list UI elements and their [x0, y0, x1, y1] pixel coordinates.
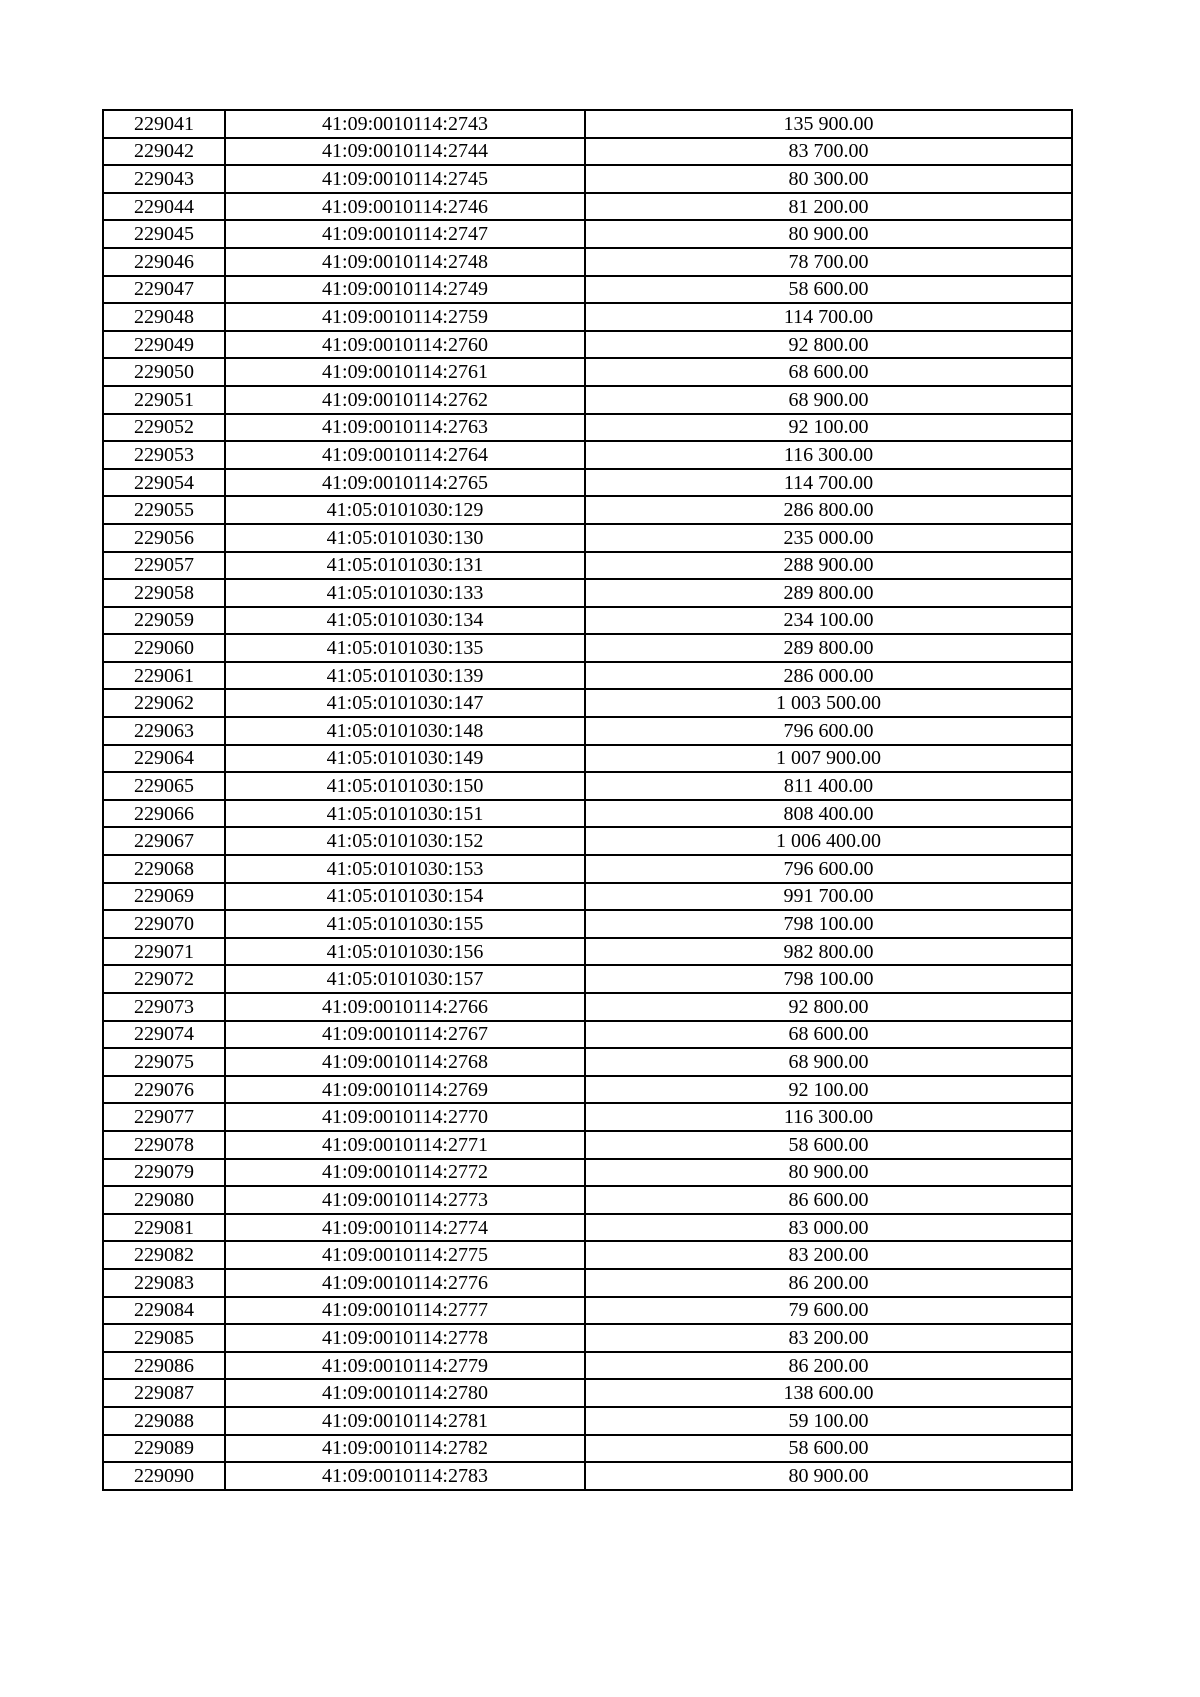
value-cell: 58 600.00	[585, 276, 1072, 304]
cadastral-number-cell: 41:09:0010114:2744	[225, 138, 585, 166]
table-row	[103, 524, 1072, 552]
table-row	[103, 579, 1072, 607]
row-id-cell: 229062	[103, 689, 225, 717]
table-row	[103, 110, 1072, 138]
row-id-cell: 229049	[103, 331, 225, 359]
value-cell: 135 900.00	[585, 110, 1072, 138]
value-cell: 288 900.00	[585, 552, 1072, 580]
value-cell: 796 600.00	[585, 717, 1072, 745]
table-row	[103, 717, 1072, 745]
cadastral-number-cell: 41:09:0010114:2779	[225, 1352, 585, 1380]
row-id-cell: 229068	[103, 855, 225, 883]
row-id-cell: 229066	[103, 800, 225, 828]
table-row	[103, 331, 1072, 359]
value-cell: 68 900.00	[585, 1048, 1072, 1076]
row-id-cell: 229073	[103, 993, 225, 1021]
table-row	[103, 965, 1072, 993]
value-cell: 80 900.00	[585, 1462, 1072, 1490]
row-id-cell: 229043	[103, 165, 225, 193]
table-row	[103, 1269, 1072, 1297]
cadastral-number-cell: 41:05:0101030:154	[225, 883, 585, 911]
row-id-cell: 229080	[103, 1186, 225, 1214]
cadastral-number-cell: 41:05:0101030:148	[225, 717, 585, 745]
row-id-cell: 229057	[103, 552, 225, 580]
value-cell: 92 800.00	[585, 993, 1072, 1021]
table-row	[103, 248, 1072, 276]
value-cell: 68 600.00	[585, 358, 1072, 386]
cadastral-number-cell: 41:09:0010114:2772	[225, 1159, 585, 1187]
cadastral-number-cell: 41:09:0010114:2745	[225, 165, 585, 193]
table-row	[103, 1241, 1072, 1269]
row-id-cell: 229070	[103, 910, 225, 938]
value-cell: 808 400.00	[585, 800, 1072, 828]
cadastral-number-cell: 41:09:0010114:2767	[225, 1021, 585, 1049]
cadastral-number-cell: 41:09:0010114:2761	[225, 358, 585, 386]
row-id-cell: 229071	[103, 938, 225, 966]
table-row	[103, 1297, 1072, 1325]
value-cell: 83 200.00	[585, 1324, 1072, 1352]
row-id-cell: 229088	[103, 1407, 225, 1435]
cadastral-number-cell: 41:05:0101030:150	[225, 772, 585, 800]
cadastral-number-cell: 41:09:0010114:2773	[225, 1186, 585, 1214]
cadastral-number-cell: 41:09:0010114:2781	[225, 1407, 585, 1435]
cadastral-number-cell: 41:05:0101030:130	[225, 524, 585, 552]
value-cell: 289 800.00	[585, 579, 1072, 607]
row-id-cell: 229060	[103, 634, 225, 662]
row-id-cell: 229077	[103, 1103, 225, 1131]
row-id-cell: 229045	[103, 220, 225, 248]
table-row	[103, 1407, 1072, 1435]
table-row	[103, 1352, 1072, 1380]
row-id-cell: 229084	[103, 1297, 225, 1325]
table-row	[103, 496, 1072, 524]
cadastral-number-cell: 41:05:0101030:135	[225, 634, 585, 662]
table-row	[103, 276, 1072, 304]
value-cell: 68 600.00	[585, 1021, 1072, 1049]
row-id-cell: 229051	[103, 386, 225, 414]
table-row	[103, 1186, 1072, 1214]
row-id-cell: 229086	[103, 1352, 225, 1380]
value-cell: 991 700.00	[585, 883, 1072, 911]
cadastral-number-cell: 41:09:0010114:2749	[225, 276, 585, 304]
cadastral-number-cell: 41:05:0101030:151	[225, 800, 585, 828]
row-id-cell: 229059	[103, 607, 225, 635]
table-row	[103, 745, 1072, 773]
table-row	[103, 1379, 1072, 1407]
value-cell: 58 600.00	[585, 1131, 1072, 1159]
value-cell: 1 007 900.00	[585, 745, 1072, 773]
table-row	[103, 1076, 1072, 1104]
row-id-cell: 229063	[103, 717, 225, 745]
cadastral-number-cell: 41:09:0010114:2776	[225, 1269, 585, 1297]
value-cell: 92 100.00	[585, 414, 1072, 442]
value-cell: 798 100.00	[585, 965, 1072, 993]
table-body	[103, 110, 1072, 1490]
cadastral-number-cell: 41:09:0010114:2770	[225, 1103, 585, 1131]
table-row	[103, 993, 1072, 1021]
value-cell: 80 300.00	[585, 165, 1072, 193]
value-cell: 798 100.00	[585, 910, 1072, 938]
table-row	[103, 552, 1072, 580]
cadastral-number-cell: 41:09:0010114:2743	[225, 110, 585, 138]
row-id-cell: 229085	[103, 1324, 225, 1352]
table-row	[103, 1462, 1072, 1490]
row-id-cell: 229076	[103, 1076, 225, 1104]
row-id-cell: 229067	[103, 827, 225, 855]
row-id-cell: 229056	[103, 524, 225, 552]
cadastral-number-cell: 41:09:0010114:2769	[225, 1076, 585, 1104]
value-cell: 1 006 400.00	[585, 827, 1072, 855]
value-cell: 83 000.00	[585, 1214, 1072, 1242]
cadastral-number-cell: 41:05:0101030:129	[225, 496, 585, 524]
value-cell: 289 800.00	[585, 634, 1072, 662]
cadastral-number-cell: 41:09:0010114:2783	[225, 1462, 585, 1490]
table-row	[103, 800, 1072, 828]
row-id-cell: 229055	[103, 496, 225, 524]
table-row	[103, 386, 1072, 414]
row-id-cell: 229078	[103, 1131, 225, 1159]
cadastral-number-cell: 41:09:0010114:2763	[225, 414, 585, 442]
row-id-cell: 229050	[103, 358, 225, 386]
table-row	[103, 220, 1072, 248]
value-cell: 796 600.00	[585, 855, 1072, 883]
row-id-cell: 229044	[103, 193, 225, 221]
row-id-cell: 229089	[103, 1435, 225, 1463]
table-row	[103, 303, 1072, 331]
cadastral-number-cell: 41:05:0101030:139	[225, 662, 585, 690]
table-row	[103, 827, 1072, 855]
value-cell: 86 200.00	[585, 1352, 1072, 1380]
table-row	[103, 138, 1072, 166]
value-cell: 114 700.00	[585, 469, 1072, 497]
cadastral-number-cell: 41:09:0010114:2746	[225, 193, 585, 221]
row-id-cell: 229042	[103, 138, 225, 166]
cadastral-value-table	[102, 109, 1073, 1491]
value-cell: 1 003 500.00	[585, 689, 1072, 717]
table-row	[103, 772, 1072, 800]
table-row	[103, 1021, 1072, 1049]
value-cell: 234 100.00	[585, 607, 1072, 635]
value-cell: 58 600.00	[585, 1435, 1072, 1463]
table-row	[103, 358, 1072, 386]
cadastral-number-cell: 41:05:0101030:133	[225, 579, 585, 607]
value-cell: 80 900.00	[585, 1159, 1072, 1187]
row-id-cell: 229081	[103, 1214, 225, 1242]
cadastral-number-cell: 41:09:0010114:2768	[225, 1048, 585, 1076]
cadastral-number-cell: 41:09:0010114:2766	[225, 993, 585, 1021]
value-cell: 78 700.00	[585, 248, 1072, 276]
value-cell: 286 800.00	[585, 496, 1072, 524]
cadastral-number-cell: 41:09:0010114:2782	[225, 1435, 585, 1463]
row-id-cell: 229054	[103, 469, 225, 497]
table-row	[103, 469, 1072, 497]
row-id-cell: 229069	[103, 883, 225, 911]
cadastral-number-cell: 41:09:0010114:2760	[225, 331, 585, 359]
row-id-cell: 229064	[103, 745, 225, 773]
cadastral-number-cell: 41:05:0101030:155	[225, 910, 585, 938]
table-row	[103, 1324, 1072, 1352]
table-row	[103, 910, 1072, 938]
row-id-cell: 229082	[103, 1241, 225, 1269]
table-row	[103, 165, 1072, 193]
table-row	[103, 193, 1072, 221]
cadastral-number-cell: 41:09:0010114:2764	[225, 441, 585, 469]
cadastral-number-cell: 41:09:0010114:2759	[225, 303, 585, 331]
cadastral-number-cell: 41:09:0010114:2775	[225, 1241, 585, 1269]
cadastral-number-cell: 41:09:0010114:2748	[225, 248, 585, 276]
table-row	[103, 414, 1072, 442]
cadastral-number-cell: 41:05:0101030:134	[225, 607, 585, 635]
value-cell: 114 700.00	[585, 303, 1072, 331]
value-cell: 235 000.00	[585, 524, 1072, 552]
row-id-cell: 229053	[103, 441, 225, 469]
value-cell: 68 900.00	[585, 386, 1072, 414]
table-row	[103, 855, 1072, 883]
cadastral-number-cell: 41:05:0101030:131	[225, 552, 585, 580]
cadastral-number-cell: 41:09:0010114:2774	[225, 1214, 585, 1242]
row-id-cell: 229061	[103, 662, 225, 690]
cadastral-number-cell: 41:09:0010114:2771	[225, 1131, 585, 1159]
value-cell: 81 200.00	[585, 193, 1072, 221]
table-row	[103, 689, 1072, 717]
row-id-cell: 229087	[103, 1379, 225, 1407]
table-row	[103, 1103, 1072, 1131]
value-cell: 86 600.00	[585, 1186, 1072, 1214]
value-cell: 86 200.00	[585, 1269, 1072, 1297]
table-row	[103, 1214, 1072, 1242]
cadastral-number-cell: 41:05:0101030:149	[225, 745, 585, 773]
table-row	[103, 634, 1072, 662]
cadastral-number-cell: 41:05:0101030:156	[225, 938, 585, 966]
row-id-cell: 229075	[103, 1048, 225, 1076]
value-cell: 286 000.00	[585, 662, 1072, 690]
cadastral-number-cell: 41:09:0010114:2765	[225, 469, 585, 497]
row-id-cell: 229083	[103, 1269, 225, 1297]
row-id-cell: 229072	[103, 965, 225, 993]
value-cell: 79 600.00	[585, 1297, 1072, 1325]
cadastral-number-cell: 41:09:0010114:2762	[225, 386, 585, 414]
value-cell: 80 900.00	[585, 220, 1072, 248]
table-row	[103, 1131, 1072, 1159]
value-cell: 982 800.00	[585, 938, 1072, 966]
row-id-cell: 229079	[103, 1159, 225, 1187]
cadastral-number-cell: 41:05:0101030:152	[225, 827, 585, 855]
row-id-cell: 229074	[103, 1021, 225, 1049]
table-row	[103, 1159, 1072, 1187]
row-id-cell: 229052	[103, 414, 225, 442]
value-cell: 92 800.00	[585, 331, 1072, 359]
row-id-cell: 229047	[103, 276, 225, 304]
row-id-cell: 229041	[103, 110, 225, 138]
row-id-cell: 229058	[103, 579, 225, 607]
cadastral-number-cell: 41:05:0101030:153	[225, 855, 585, 883]
cadastral-number-cell: 41:09:0010114:2777	[225, 1297, 585, 1325]
table-row	[103, 662, 1072, 690]
table-row	[103, 607, 1072, 635]
table-row	[103, 441, 1072, 469]
row-id-cell: 229046	[103, 248, 225, 276]
row-id-cell: 229048	[103, 303, 225, 331]
cadastral-number-cell: 41:09:0010114:2778	[225, 1324, 585, 1352]
value-cell: 116 300.00	[585, 441, 1072, 469]
value-cell: 138 600.00	[585, 1379, 1072, 1407]
value-cell: 92 100.00	[585, 1076, 1072, 1104]
table-row	[103, 938, 1072, 966]
table-row	[103, 1048, 1072, 1076]
value-cell: 83 700.00	[585, 138, 1072, 166]
value-cell: 116 300.00	[585, 1103, 1072, 1131]
value-cell: 59 100.00	[585, 1407, 1072, 1435]
cadastral-number-cell: 41:09:0010114:2747	[225, 220, 585, 248]
value-cell: 811 400.00	[585, 772, 1072, 800]
value-cell: 83 200.00	[585, 1241, 1072, 1269]
cadastral-number-cell: 41:09:0010114:2780	[225, 1379, 585, 1407]
row-id-cell: 229065	[103, 772, 225, 800]
table-row	[103, 1435, 1072, 1463]
row-id-cell: 229090	[103, 1462, 225, 1490]
cadastral-number-cell: 41:05:0101030:147	[225, 689, 585, 717]
cadastral-number-cell: 41:05:0101030:157	[225, 965, 585, 993]
table-row	[103, 883, 1072, 911]
